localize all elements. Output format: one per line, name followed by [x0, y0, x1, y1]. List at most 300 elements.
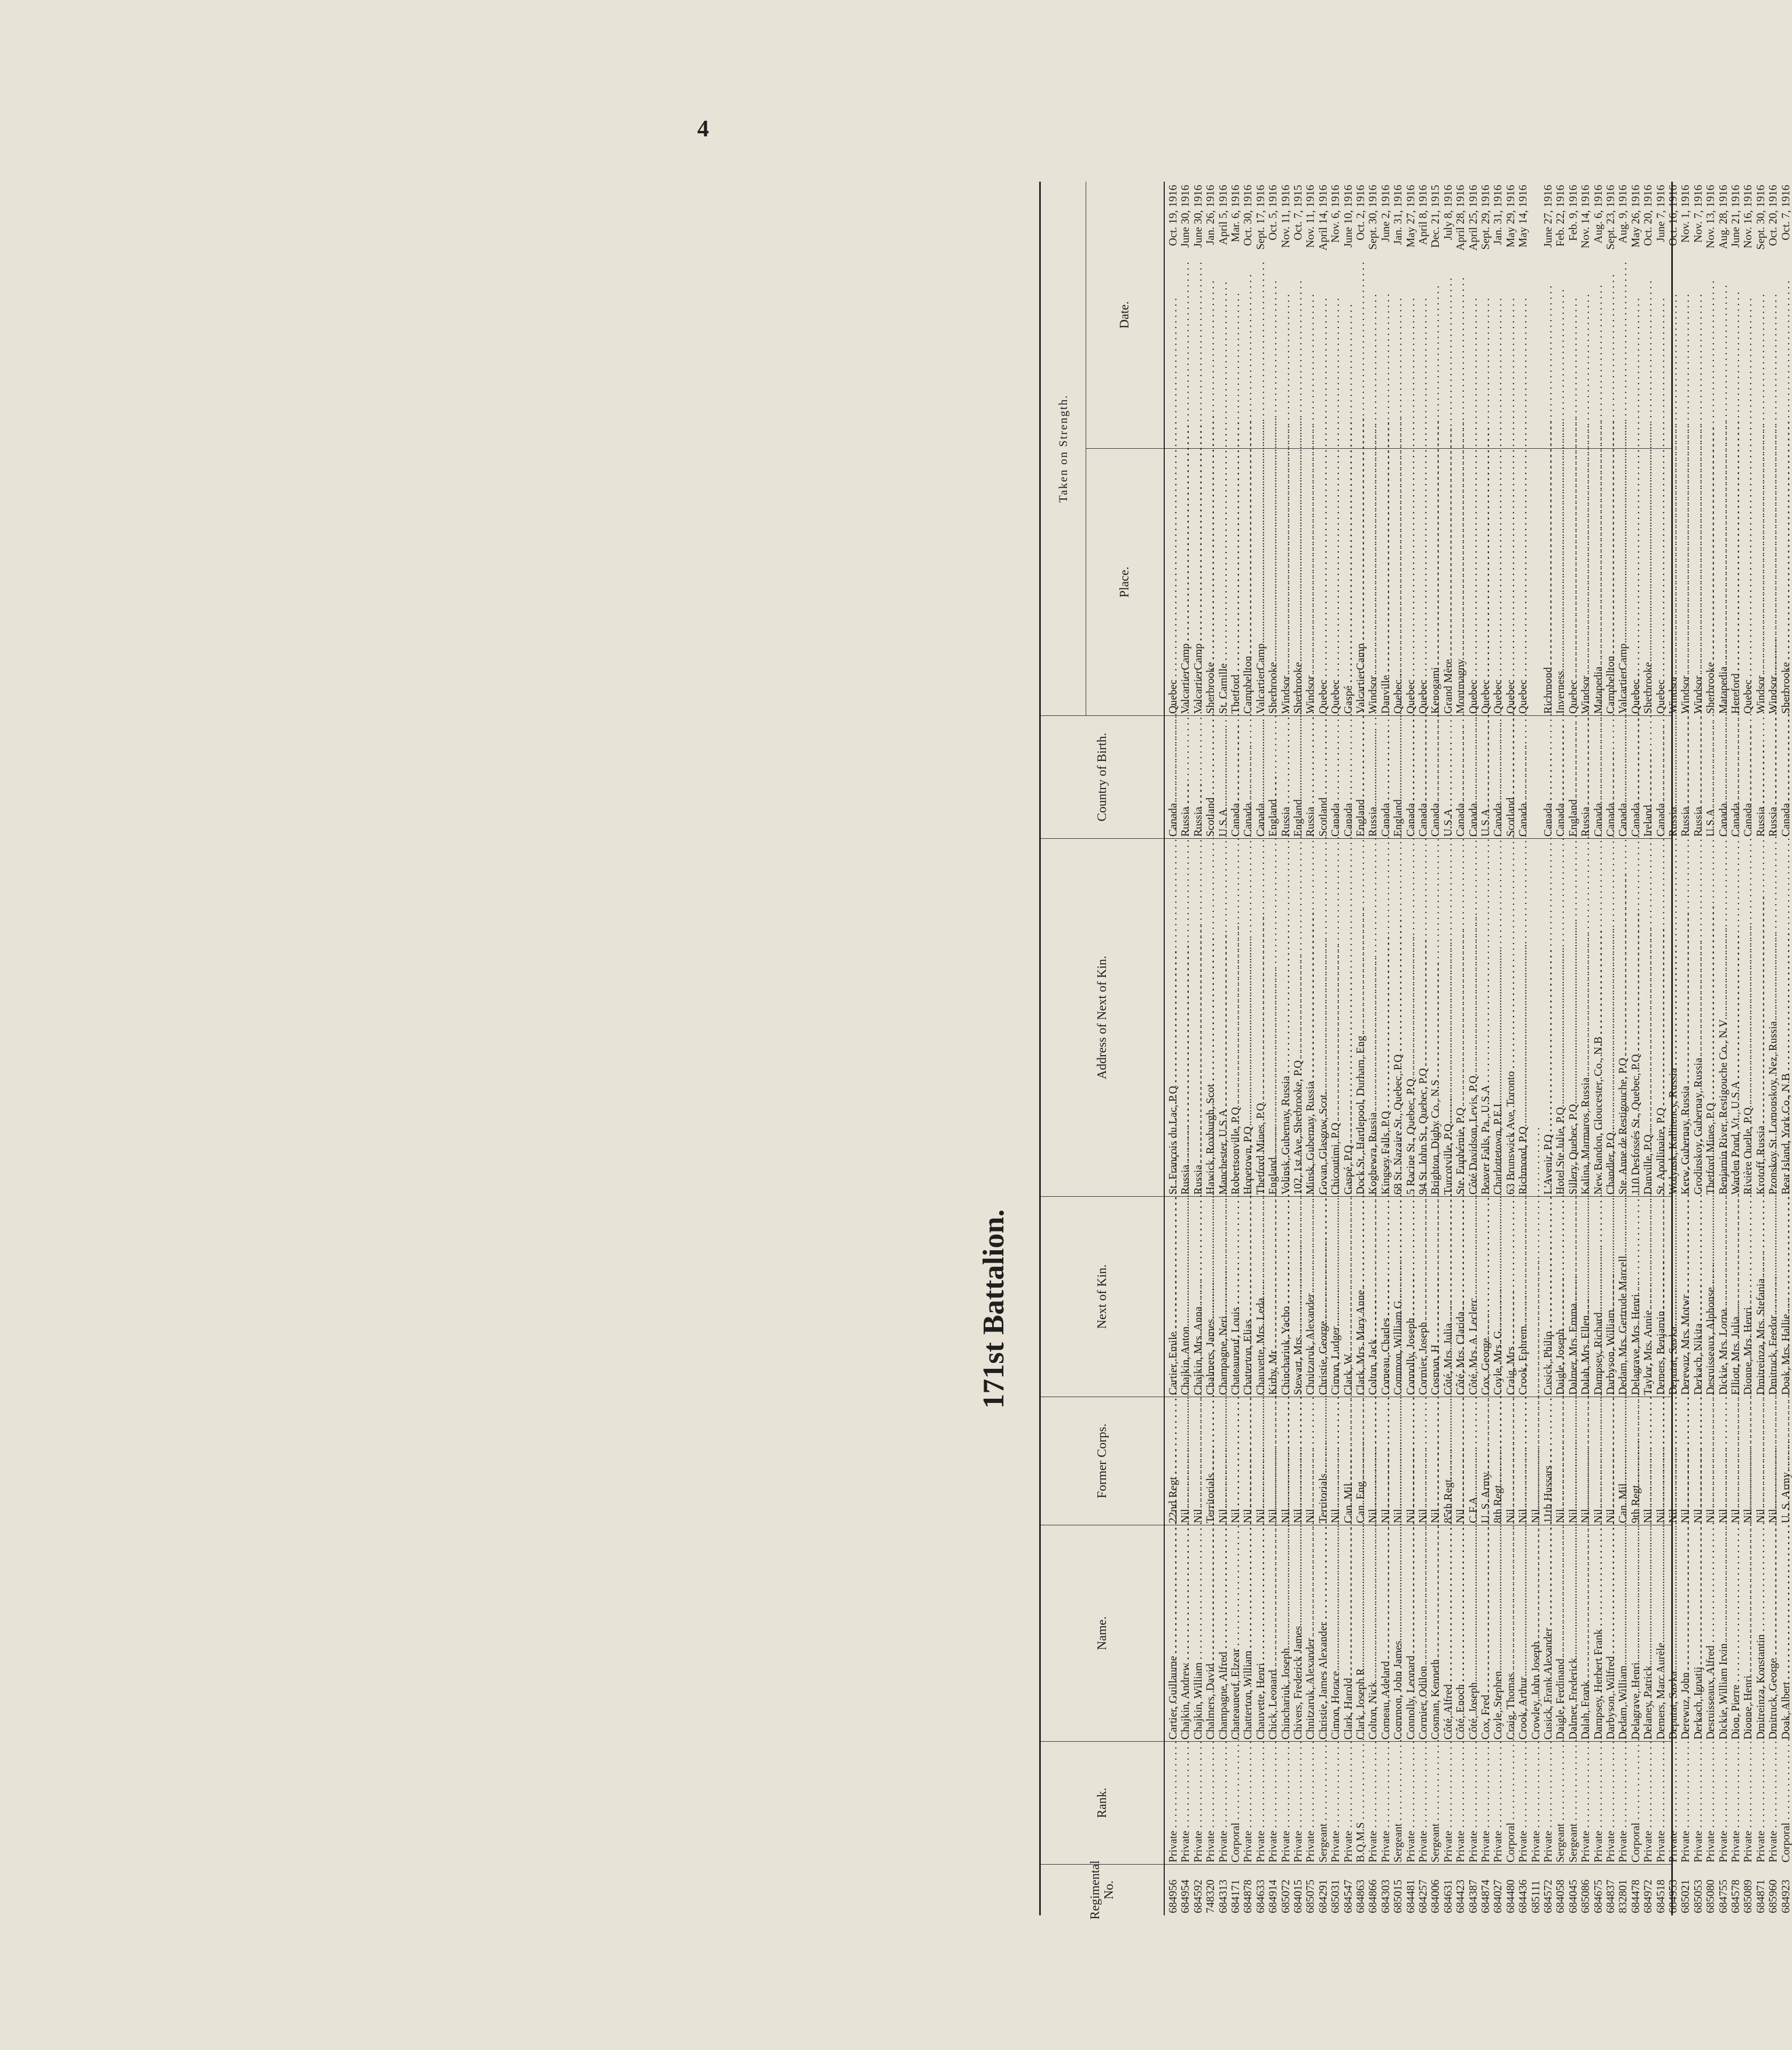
cell-country: Canada . . . [1742, 716, 1754, 839]
table-row [1655, 182, 1667, 1915]
cell-address: Russia . . . [1192, 839, 1204, 1197]
cell-regimental-no: 684423 [1454, 1880, 1467, 1913]
cell-name: Chick, Leonard . . . [1267, 1525, 1279, 1742]
cell-rank: Private . . . [1692, 1742, 1704, 1865]
cell-regimental-no: 685031 [1329, 1880, 1342, 1913]
cell-next-of-kin: Comeau, Charles . . . [1380, 1197, 1392, 1397]
cell-rank: Private . . . [1617, 1742, 1629, 1865]
cell-place: Danville . . . [1380, 449, 1392, 716]
cell-date: Oct. 16, 1916 [1666, 185, 1679, 246]
cell-address: Thetford Mines, P.Q . . . [1704, 839, 1717, 1197]
cell-date: June 2, 1916 [1378, 185, 1392, 242]
header-date: Date. [1086, 182, 1164, 449]
cell-former-corps: Territorials . . . [1204, 1397, 1217, 1525]
cell-former-corps: Nil . . . [1729, 1397, 1742, 1525]
cell-country: Canada . . . [1167, 716, 1179, 839]
cell-place: Windsor . . . [1667, 449, 1679, 716]
cell-next-of-kin: Coyle, Mrs. G . . . [1492, 1197, 1504, 1397]
cell-country: Russia . . . [1192, 716, 1204, 839]
cell-country: Canada . . . [1729, 716, 1742, 839]
cell-name: Cartier, Guillaume . . . [1167, 1525, 1179, 1742]
cell-date: Nov. 11, 1916 [1279, 185, 1292, 248]
cell-date: Mar. 6, 1916 [1229, 185, 1242, 243]
cell-name: Clark, Joseph R . . . [1354, 1525, 1367, 1742]
cell-country: Russia . . . [1755, 716, 1767, 839]
cell-place: Windsor . . . [1367, 449, 1379, 716]
table-row [1405, 182, 1417, 1915]
cell-address: Govan, Glasgow, Scot . . . [1317, 839, 1329, 1197]
cell-next-of-kin: Dampsey, Richard . . . [1592, 1197, 1604, 1397]
cell-former-corps: 22nd Regt . . . [1167, 1397, 1179, 1525]
cell-next-of-kin: Chajkin, Anton . . . [1179, 1197, 1191, 1397]
cell-date: Nov. 7, 1916 [1691, 185, 1704, 243]
cell-former-corps: Nil . . . [1554, 1397, 1567, 1525]
cell-next-of-kin: Daigle, Joseph . . . [1554, 1197, 1567, 1397]
cell-date: Jan. 31, 1916 [1391, 185, 1405, 245]
cell-rank: Private . . . [1405, 1742, 1417, 1865]
cell-country: Canada . . . [1780, 716, 1792, 839]
cell-regimental-no: 684874 [1479, 1880, 1492, 1913]
cell-country [1530, 716, 1542, 839]
cell-former-corps: Nil . . . [1217, 1397, 1229, 1525]
cell-date: May 14, 1916 [1516, 185, 1530, 248]
cell-date: Sept. 17, 1916 [1253, 185, 1267, 250]
cell-country: Russia . . . [1304, 716, 1316, 839]
cell-regimental-no: 685089 [1741, 1880, 1755, 1913]
cell-rank: Private . . . [1592, 1742, 1604, 1865]
cell-next-of-kin: Derewuz, Mrs. Motwr . . . [1679, 1197, 1692, 1397]
table-row [1604, 182, 1617, 1915]
table-row [1417, 182, 1429, 1915]
table-row [1679, 182, 1692, 1915]
cell-country: Canada . . . [1617, 716, 1629, 839]
cell-regimental-no: 685111 [1529, 1880, 1542, 1913]
cell-rank: Private . . . [1367, 1742, 1379, 1865]
cell-address: 68 St. Nazaire St., Quebec, P.Q . . . [1392, 839, 1404, 1197]
cell-regimental-no: 684015 [1291, 1880, 1304, 1913]
cell-date: Nov. 14, 1916 [1579, 185, 1592, 248]
cell-rank: Private . . . [1542, 1742, 1554, 1865]
cell-next-of-kin: Cormier, Joseph . . . [1417, 1197, 1429, 1397]
cell-date: June 27, 1916 [1541, 185, 1554, 248]
cell-date [1530, 182, 1542, 449]
cell-country: Canada . . . [1604, 716, 1617, 839]
cell-name: Dmitruck, George . . . [1767, 1525, 1779, 1742]
cell-address: 5 Racine St., Quebec, P.Q . . . [1405, 839, 1417, 1197]
cell-former-corps: Can. Eng . . . [1354, 1397, 1367, 1525]
table-row [1467, 182, 1479, 1915]
cell-former-corps: Nil . . . [1692, 1397, 1704, 1525]
cell-country: Russia . . . [1579, 716, 1592, 839]
cell-regimental-no: 684480 [1503, 1880, 1517, 1913]
cell-country: Canada . . . [1554, 716, 1567, 839]
cell-next-of-kin: Côté, Mrs. A. Leclerc . . . [1467, 1197, 1479, 1397]
cell-regimental-no: 685053 [1691, 1880, 1704, 1913]
cell-place: Sherbrooke . . . [1267, 449, 1279, 716]
cell-place: ValcartierCamp . . . [1255, 449, 1267, 716]
cell-address: Chandler, P.Q . . . [1604, 839, 1617, 1197]
cell-place: Quebec . . . [1492, 449, 1504, 716]
cell-address: Dock St., Hartlepool, Durham, Eng . . . [1354, 839, 1367, 1197]
table-row [1267, 182, 1279, 1915]
cell-place: Matapedia . . . [1592, 449, 1604, 716]
cell-former-corps: Nil . . . [1592, 1397, 1604, 1525]
cell-rank: Sergeant . . . [1392, 1742, 1404, 1865]
cell-rank: Private . . . [1304, 1742, 1316, 1865]
cell-next-of-kin: Common, William G . . . [1392, 1197, 1404, 1397]
cell-former-corps: Nil . . . [1229, 1397, 1242, 1525]
cell-country: Ireland . . . [1642, 716, 1654, 839]
cell-country: Canada . . . [1542, 716, 1554, 839]
cell-date: Sept. 23, 1916 [1604, 185, 1617, 250]
cell-date: Jan. 31, 1916 [1491, 185, 1505, 245]
cell-former-corps: Nil . . . [1192, 1397, 1204, 1525]
cell-name: Dalmer, Frederick . . . [1567, 1525, 1579, 1742]
cell-rank: B.Q.M.S . . . [1354, 1742, 1367, 1865]
header-place: Place. [1086, 449, 1164, 716]
cell-place: Gaspé . . . [1342, 449, 1354, 716]
cell-name: Coyle, Stephen . . . [1492, 1525, 1504, 1742]
cell-rank: Sergeant . . . [1317, 1742, 1329, 1865]
cell-rank: Private . . . [1742, 1742, 1754, 1865]
cell-rank: Private . . . [1704, 1742, 1717, 1865]
cell-name: Dedam, William . . . [1617, 1525, 1629, 1742]
cell-regimental-no: 684592 [1191, 1880, 1204, 1913]
cell-country: England . . . [1267, 716, 1279, 839]
cell-address: Hawick, Roxburgh, Scot . . . [1204, 839, 1217, 1197]
table-row [1767, 182, 1779, 1915]
cell-regimental-no: 684923 [1779, 1880, 1792, 1913]
cell-address: Wolynsk, Kallitency, Russia . . . [1667, 839, 1679, 1197]
table-row [1542, 182, 1554, 1915]
cell-name: Delaney, Patrick . . . [1642, 1525, 1654, 1742]
cell-rank: Private . . . [1479, 1742, 1492, 1865]
cell-country: Canada . . . [1429, 716, 1442, 839]
cell-name: Christie, James Alexander . . . [1317, 1525, 1329, 1742]
cell-country: Russia . . . [1367, 716, 1379, 839]
cell-place: Quebec . . . [1167, 449, 1179, 716]
cell-address: Côté Davidson, Levis, P.Q . . . [1467, 839, 1479, 1197]
cell-rank: Private . . . [1517, 1742, 1529, 1865]
cell-country: Canada . . . [1380, 716, 1392, 839]
cell-country: England . . . [1567, 716, 1579, 839]
cell-former-corps: 85th Regt . . . [1442, 1397, 1454, 1525]
page-title: 171st Battalion. [977, 1209, 1010, 1409]
cell-place: Quebec . . . [1467, 449, 1479, 716]
cell-name: Common, John James . . . [1392, 1525, 1404, 1742]
cell-date: Aug. 9, 1916 [1616, 185, 1630, 244]
cell-name: Cusick, Frank Alexander . . . [1542, 1525, 1554, 1742]
cell-place: Quebec . . . [1317, 449, 1329, 716]
cell-name: Colton, Nick . . . [1367, 1525, 1379, 1742]
cell-date: Feb. 9, 1916 [1566, 185, 1579, 241]
cell-next-of-kin: Côté, Mrs. Clarida . . . [1454, 1197, 1467, 1397]
table-body [1165, 182, 1792, 1915]
cell-rank: Private . . . [1192, 1742, 1204, 1865]
cell-next-of-kin: Dionne, Mrs. Henri . . . [1742, 1197, 1754, 1397]
cell-regimental-no: 685072 [1279, 1880, 1292, 1913]
table-row [1729, 182, 1742, 1915]
cell-next-of-kin: Clark, Mrs. Mary Anne . . . [1354, 1197, 1367, 1397]
cell-place: Quebec . . . [1655, 449, 1667, 716]
cell-date: Sept. 30, 1916 [1366, 185, 1380, 250]
cell-name: Derkach, Ignatij . . . [1692, 1525, 1704, 1742]
cell-next-of-kin [1530, 1197, 1542, 1397]
cell-rank: Private . . . [1292, 1742, 1304, 1865]
table-row [1530, 182, 1542, 1915]
cell-date: June 7, 1916 [1654, 185, 1667, 242]
cell-date: Nov. 16, 1916 [1741, 185, 1755, 248]
cell-date: Oct. 19, 1916 [1166, 185, 1179, 246]
table-row [1717, 182, 1729, 1915]
cell-name: Cox, Fred . . . [1479, 1525, 1492, 1742]
cell-address [1530, 839, 1542, 1197]
cell-address: Brighton, Digby Co., N.S . . . [1429, 839, 1442, 1197]
cell-place: Windsor . . . [1767, 449, 1779, 716]
cell-regimental-no: 684954 [1179, 1880, 1192, 1913]
cell-date: Oct. 7, 1915 [1291, 185, 1304, 240]
cell-regimental-no: 684478 [1629, 1880, 1642, 1913]
cell-date: June 21, 1916 [1729, 185, 1742, 248]
cell-date: Nov. 11, 1916 [1304, 185, 1317, 248]
cell-place: Quebec . . . [1630, 449, 1642, 716]
cell-rank: Private . . . [1167, 1742, 1179, 1865]
cell-rank: Private . . . [1492, 1742, 1504, 1865]
cell-former-corps: 9th Regt . . . [1630, 1397, 1642, 1525]
cell-name: Chateauneuf, Elzear . . . [1229, 1525, 1242, 1742]
cell-former-corps: Nil . . . [1742, 1397, 1754, 1525]
cell-address: 94 St. John St., Quebec, P.Q . . . [1417, 839, 1429, 1197]
cell-former-corps: Nil . . . [1517, 1397, 1529, 1525]
cell-next-of-kin: Taylor, Mrs. Annie . . . [1642, 1197, 1654, 1397]
table-row [1317, 182, 1329, 1915]
table-row [1442, 182, 1454, 1915]
cell-date: Sept. 30, 1916 [1754, 185, 1767, 250]
cell-country: England . . . [1354, 716, 1367, 839]
cell-former-corps: Nil . . . [1454, 1397, 1467, 1525]
cell-regimental-no: 685960 [1766, 1880, 1780, 1913]
cell-name: Delagrave, Henri . . . [1630, 1525, 1642, 1742]
cell-former-corps: Nil . . . [1242, 1397, 1254, 1525]
cell-country: Canada . . . [1229, 716, 1242, 839]
cell-rank: Private . . . [1217, 1742, 1229, 1865]
cell-regimental-no: 684972 [1641, 1880, 1655, 1913]
cell-place: Windsor . . . [1579, 449, 1592, 716]
cell-country: Canada . . . [1342, 716, 1354, 839]
cell-place: ValcartierCamp . . . [1192, 449, 1204, 716]
table-row [1229, 182, 1242, 1915]
cell-next-of-kin: Christie, George . . . [1317, 1197, 1329, 1397]
cell-former-corps: Nil . . . [1367, 1397, 1379, 1525]
cell-name: Craig, Thomas . . . [1505, 1525, 1517, 1742]
cell-address: Hopetown, P.Q . . . [1242, 839, 1254, 1197]
cell-former-corps: Nil . . . [1417, 1397, 1429, 1525]
page-number: 4 [697, 115, 709, 142]
cell-address: Gaspé, P.Q . . . [1342, 839, 1354, 1197]
cell-country: England . . . [1392, 716, 1404, 839]
table-row [1492, 182, 1504, 1915]
table-header [1041, 182, 1165, 1920]
table-row [1780, 182, 1792, 1915]
cell-address: 63 Brunswick Ave, Toronto . . . [1505, 839, 1517, 1197]
cell-next-of-kin: Chnitzaruk, Alexander . . . [1304, 1197, 1316, 1397]
table-row [1304, 182, 1316, 1915]
table-row [1667, 182, 1679, 1915]
cell-former-corps: Can. Mil . . . [1342, 1397, 1354, 1525]
cell-rank: Private . . . [1342, 1742, 1354, 1865]
cell-country: U.S.A . . . [1217, 716, 1229, 839]
cell-address: Beaver Falls, Pa., U.S.A . . . [1479, 839, 1492, 1197]
cell-place: Quebec . . . [1329, 449, 1342, 716]
cell-address: L'Avenir, P.Q . . . [1542, 839, 1554, 1197]
cell-rank: Private . . . [1329, 1742, 1342, 1865]
table-row [1592, 182, 1604, 1915]
table-row [1380, 182, 1392, 1915]
cell-rank: Private . . . [1604, 1742, 1617, 1865]
cell-country: Canada . . . [1655, 716, 1667, 839]
cell-name: Darbyson, Wilfred . . . [1604, 1525, 1617, 1742]
cell-former-corps: Nil . . . [1405, 1397, 1417, 1525]
cell-place: Campbellton . . . [1604, 449, 1617, 716]
cell-regimental-no: 684006 [1429, 1880, 1442, 1913]
cell-name: Daigle, Ferdinand . . . [1554, 1525, 1567, 1742]
cell-next-of-kin: Desruisseaux, Alphonse . . . [1704, 1197, 1717, 1397]
cell-rank: Private . . . [1380, 1742, 1392, 1865]
cell-former-corps: Nil . . . [1655, 1397, 1667, 1525]
cell-name: Chinchariuk, Joseph . . . [1280, 1525, 1292, 1742]
cell-country: Canada . . . [1405, 716, 1417, 839]
cell-address: Robertsonville, P.Q . . . [1229, 839, 1242, 1197]
cell-place [1530, 449, 1542, 716]
cell-next-of-kin: Connolly, Joseph . . . [1405, 1197, 1417, 1397]
cell-name: Chivers, Frederick James . . . [1292, 1525, 1304, 1742]
cell-former-corps: Nil . . . [1392, 1397, 1404, 1525]
cell-next-of-kin: Deputat, Savka . . . [1667, 1197, 1679, 1397]
cell-date: June 10, 1916 [1341, 185, 1354, 248]
cell-regimental-no: 684631 [1441, 1880, 1454, 1913]
cell-address: 102, 1st Ave, Sherbrooke, P.Q . . . [1292, 839, 1304, 1197]
table-row [1554, 182, 1567, 1915]
cell-date: Oct. 20, 1916 [1766, 185, 1780, 246]
table-row [1704, 182, 1717, 1915]
cell-country: U.S.A . . . [1442, 716, 1454, 839]
cell-country: Russia . . . [1667, 716, 1679, 839]
header-address: Address of Next of Kin. [1041, 839, 1164, 1197]
cell-name: Comeau, Adelard . . . [1380, 1525, 1392, 1742]
cell-name: Demers, Marc Aurèle . . . [1655, 1525, 1667, 1742]
cell-date: April 8, 1916 [1416, 185, 1429, 245]
header-rank: Rank. [1041, 1742, 1164, 1865]
cell-name: Chalmers, David . . . [1204, 1525, 1217, 1742]
cell-former-corps: Nil . . . [1505, 1397, 1517, 1525]
cell-place: Quebec . . . [1392, 449, 1404, 716]
cell-address: Koghewra, Russia . . . [1367, 839, 1379, 1197]
cell-country: Canada . . . [1467, 716, 1479, 839]
table-row [1217, 182, 1229, 1915]
cell-place: Quebec . . . [1505, 449, 1517, 716]
cell-next-of-kin: Chatterton, Elias . . . [1242, 1197, 1254, 1397]
cell-date: Oct. 7, 1916 [1779, 185, 1792, 240]
header-next-of-kin: Next of Kin. [1041, 1197, 1164, 1397]
cell-former-corps: Nil . . . [1579, 1397, 1592, 1525]
cell-rank: Private . . . [1767, 1742, 1779, 1865]
cell-country: Russia . . . [1767, 716, 1779, 839]
header-former-corps: Former Corps. [1041, 1397, 1164, 1525]
cell-place: Quebec . . . [1479, 449, 1492, 716]
cell-place: Windsor . . . [1755, 449, 1767, 716]
cell-next-of-kin: Dalmer, Mrs. Emma . . . [1567, 1197, 1579, 1397]
table-row [1392, 182, 1404, 1915]
cell-place: Windsor . . . [1280, 449, 1292, 716]
cell-regimental-no: 684675 [1591, 1880, 1604, 1913]
table-row [1642, 182, 1654, 1915]
cell-address: Ste. Anne de Restigouche, P.Q . . . [1617, 839, 1629, 1197]
cell-address: Kerw, Gubernay, Russia . . . [1679, 839, 1692, 1197]
cell-regimental-no: 684518 [1654, 1880, 1667, 1913]
cell-country: Canada . . . [1329, 716, 1342, 839]
cell-address: Manchester, U.S.A . . . [1217, 839, 1229, 1197]
cell-regimental-no: 832801 [1616, 1880, 1630, 1913]
cell-date: July 8, 1916 [1441, 185, 1454, 240]
rotated-table-page [959, 174, 1792, 1920]
cell-next-of-kin: Stewart, Mrs . . . [1292, 1197, 1304, 1397]
cell-country: Canada . . . [1630, 716, 1642, 839]
cell-address: Sillery, Quebec, P.Q . . . [1567, 839, 1579, 1197]
cell-country: Canada . . . [1417, 716, 1429, 839]
header-regimental-no: Regimental No. [1088, 1860, 1116, 1920]
cell-address: Pzonskoy St. Lomonskoy, Nez, Russia . . . [1767, 839, 1779, 1197]
cell-former-corps: Nil . . . [1755, 1397, 1767, 1525]
table-row [1479, 182, 1492, 1915]
cell-rank: Corporal . . . [1505, 1742, 1517, 1865]
table-row [1617, 182, 1629, 1915]
table-row [1630, 182, 1642, 1915]
cell-address: Charlottetown, P.E.I . . . [1492, 839, 1504, 1197]
cell-former-corps: Nil . . . [1304, 1397, 1316, 1525]
cell-name: Clark, Harold . . . [1342, 1525, 1354, 1742]
table-row [1354, 182, 1367, 1915]
cell-name: Deputat, Savka . . . [1667, 1525, 1679, 1742]
cell-former-corps: Territorials . . . [1317, 1397, 1329, 1525]
cell-former-corps: Nil . . . [1280, 1397, 1292, 1525]
cell-former-corps: U. S. Army . . . [1479, 1397, 1492, 1525]
cell-country: Russia . . . [1280, 716, 1292, 839]
cell-address: Benjamin River, Restigouche Co., N.V . . . [1717, 839, 1729, 1197]
cell-country: Scotland . . . [1204, 716, 1217, 839]
cell-country: U.S.A . . . [1479, 716, 1492, 839]
cell-regimental-no: 684547 [1341, 1880, 1354, 1913]
cell-regimental-no: 684291 [1316, 1880, 1329, 1913]
cell-rank: Private . . . [1717, 1742, 1729, 1865]
cell-place: Quebec . . . [1405, 449, 1417, 716]
cell-rank: Private . . . [1530, 1742, 1542, 1865]
cell-date: Aug. 6, 1916 [1591, 185, 1604, 244]
cell-name: Champagne, Alfred . . . [1217, 1525, 1229, 1742]
cell-date: Nov. 1, 1916 [1679, 185, 1692, 243]
cell-date: June 30, 1916 [1191, 185, 1204, 248]
cell-next-of-kin: Chinchariuk, Yacho . . . [1280, 1197, 1292, 1397]
cell-address: Chicoutimi, P.Q . . . [1329, 839, 1342, 1197]
cell-rank: Private . . . [1417, 1742, 1429, 1865]
cell-next-of-kin: Crook, Ephrem . . . [1517, 1197, 1529, 1397]
cell-place: Matapedia . . . [1717, 449, 1729, 716]
cell-regimental-no: 684058 [1554, 1880, 1567, 1913]
cell-regimental-no: 684863 [1354, 1880, 1367, 1913]
cell-former-corps: Can. Mil . . . [1617, 1397, 1629, 1525]
cell-date: Oct. 5, 1916 [1266, 185, 1280, 240]
cell-regimental-no: 685015 [1391, 1880, 1405, 1913]
cell-country: Canada . . . [1492, 716, 1504, 839]
